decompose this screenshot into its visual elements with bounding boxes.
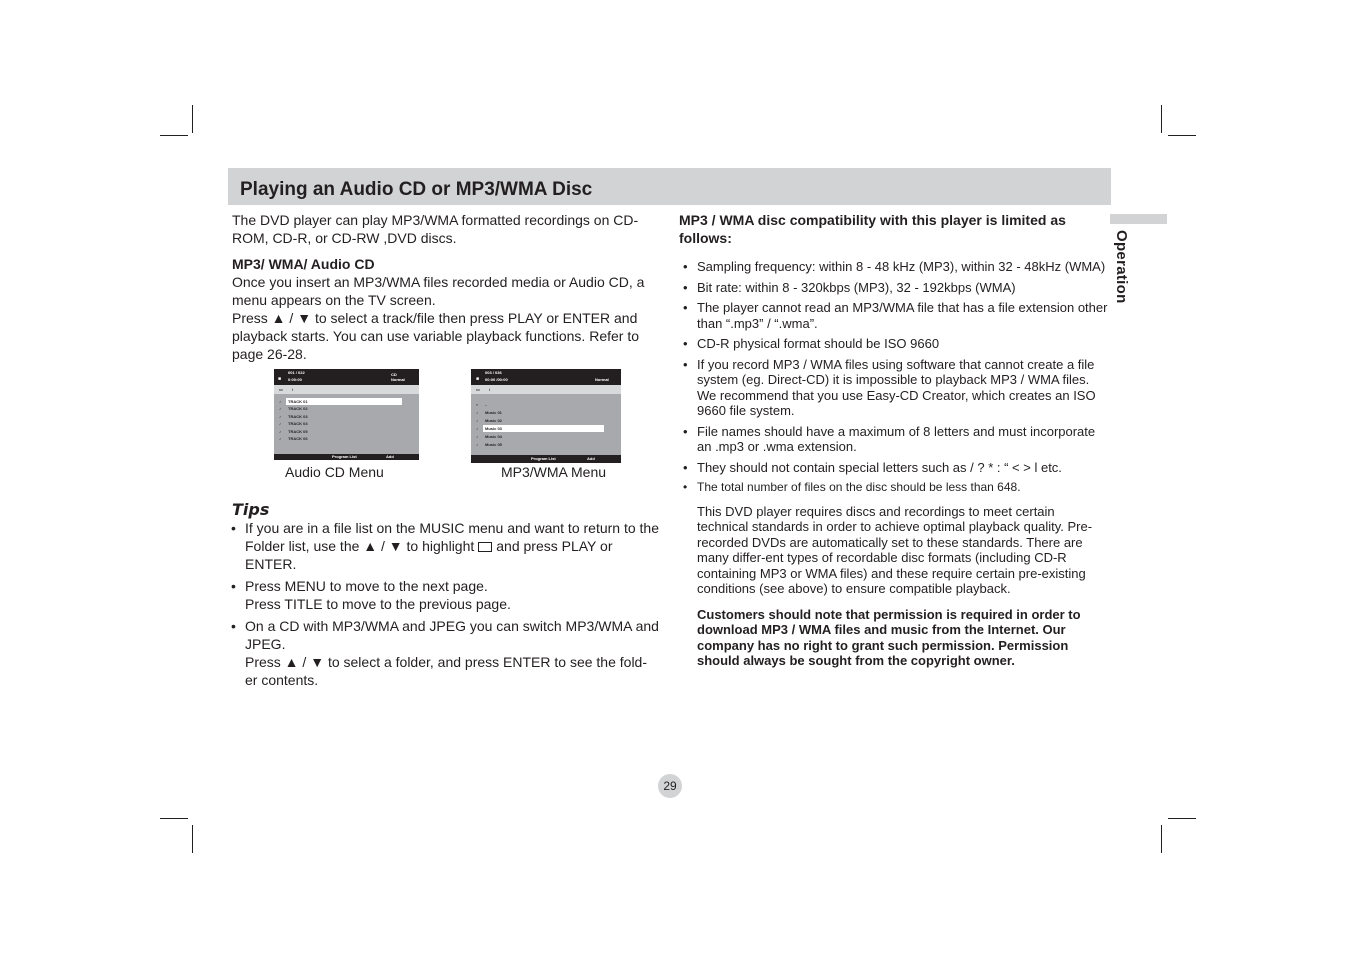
parent-folder-item[interactable]: .. bbox=[485, 402, 488, 407]
tip-item bbox=[231, 577, 659, 613]
compatibility-item: • CD-R physical format should be ISO 9660 bbox=[679, 336, 1109, 352]
time-readout: 0:00:00 bbox=[288, 377, 302, 382]
play-mode: Normal bbox=[391, 377, 405, 382]
compatibility-heading: MP3 / WMA disc compatibility with this player is limited as follows: bbox=[679, 212, 1066, 246]
page-number: 29 bbox=[658, 774, 682, 798]
track-item[interactable]: TRACK 06 bbox=[288, 436, 308, 441]
note-icon: ♪ bbox=[279, 429, 281, 434]
screen-header bbox=[471, 369, 621, 385]
compatibility-item: • If you record MP3 / WMA files using software that cannot create a file system (eg. Direct-CD) it is impossible to playback MP3 / WMA files. We recommend that you use Easy-CD Creator, which creates an ISO 9660 file system. bbox=[679, 357, 1109, 419]
compatibility-item: • Bit rate: within 8 - 320kbps (MP3), 32 - 192kbps (WMA) bbox=[679, 280, 1109, 296]
crop-mark bbox=[192, 105, 193, 133]
path-text: \ bbox=[292, 387, 294, 392]
compatibility-item: • File names should have a maximum of 8 letters and must incorporate an .mp3 or .wma extension. bbox=[679, 424, 1109, 455]
note-icon: ♪ bbox=[476, 418, 478, 423]
crop-mark bbox=[1161, 825, 1162, 853]
track-counter: 001 / 022 bbox=[288, 370, 305, 375]
left-column bbox=[232, 211, 662, 363]
folder-icon bbox=[478, 542, 492, 552]
tip-item bbox=[231, 617, 659, 689]
play-mode: Normal bbox=[595, 377, 609, 382]
paragraph: Once you insert an MP3/WMA files recorded media or Audio CD, a menu appears on the TV screen. bbox=[232, 274, 645, 308]
note-icon: ♪ bbox=[279, 414, 281, 419]
intro-text: The DVD player can play MP3/WMA formatted recordings on CD-ROM, CD-R, or CD-RW ,DVD discs. bbox=[232, 212, 639, 246]
compatibility-item: • They should not contain special letters such as / ? * : “ < > l etc. bbox=[679, 460, 1109, 476]
screen-footer bbox=[274, 454, 419, 460]
tip-text: Press TITLE to move to the previous page. bbox=[245, 596, 511, 612]
audio-cd-caption: Audio CD Menu bbox=[285, 464, 384, 480]
compatibility-item: • Sampling frequency: within 8 - 48 kHz (MP3), within 32 - 48kHz (WMA) bbox=[679, 259, 1109, 275]
tips-list bbox=[231, 519, 659, 693]
page-title: Playing an Audio CD or MP3/WMA Disc bbox=[240, 179, 593, 200]
track-item[interactable]: Music 01 bbox=[485, 410, 502, 415]
subheading: MP3/ WMA/ Audio CD bbox=[232, 256, 375, 272]
stop-icon: ■ bbox=[476, 376, 480, 382]
path-row bbox=[274, 385, 419, 394]
path-text: \ bbox=[489, 387, 491, 392]
right-column bbox=[679, 211, 1109, 669]
compatibility-item: • The player cannot read an MP3/WMA file that has a file extension other than “.mp3” / “.wma”. bbox=[679, 300, 1109, 331]
crop-mark bbox=[1161, 105, 1162, 133]
paragraph: Press ▲ / ▼ to select a track/file then press PLAY or ENTER and playback starts. You can use variable playback functions. Refer to page 26-28. bbox=[232, 310, 640, 362]
track-item[interactable]: TRACK 02 bbox=[288, 406, 308, 411]
note-icon: ♪ bbox=[279, 421, 281, 426]
note-icon: ♪ bbox=[279, 436, 281, 441]
track-counter: 003 / 036 bbox=[485, 370, 502, 375]
screen-footer bbox=[471, 455, 621, 463]
crop-mark bbox=[160, 135, 188, 136]
section-tab: Operation bbox=[1113, 230, 1130, 304]
tip-text: and press PLAY or ENTER. bbox=[245, 538, 613, 572]
time-readout: 00:00 /00:00 bbox=[485, 377, 508, 382]
up-folder-icon: ◐ bbox=[476, 402, 479, 407]
note-icon: ♪ bbox=[476, 426, 478, 431]
track-item[interactable]: Music 04 bbox=[485, 434, 502, 439]
track-item[interactable]: TRACK 03 bbox=[288, 414, 308, 419]
note-icon: ♪ bbox=[476, 442, 478, 447]
tip-item bbox=[231, 519, 659, 573]
note-icon: ♪ bbox=[279, 399, 281, 404]
crop-mark bbox=[1168, 818, 1196, 819]
audio-cd-menu-screen bbox=[274, 369, 419, 460]
screen-header bbox=[274, 369, 419, 385]
mp3-wma-menu-screen bbox=[471, 369, 621, 463]
folder-icon: ▭ bbox=[476, 387, 480, 392]
track-item[interactable]: TRACK 01 bbox=[288, 399, 308, 404]
mode-label: CD bbox=[391, 372, 397, 377]
add-label: Add bbox=[587, 456, 595, 461]
tip-text: Press ▲ / ▼ to select a folder, and press ENTER to see the fold-er contents. bbox=[245, 654, 648, 688]
track-item[interactable]: TRACK 04 bbox=[288, 421, 308, 426]
track-item[interactable]: Music 03 bbox=[485, 426, 502, 431]
tip-text: If you are in a file list on the MUSIC menu and want to return to the Folder list, use the ▲ / ▼ to highlight bbox=[245, 520, 659, 554]
compatibility-list bbox=[679, 259, 1109, 496]
track-item[interactable]: Music 05 bbox=[485, 442, 502, 447]
add-label: Add bbox=[386, 454, 394, 459]
tip-text: Press MENU to move to the next page. bbox=[245, 578, 488, 594]
track-item[interactable]: Music 02 bbox=[485, 418, 502, 423]
title-bar bbox=[228, 168, 1111, 205]
tips-heading: Tips bbox=[232, 500, 270, 519]
folder-icon: ▭ bbox=[279, 387, 283, 392]
compatibility-item: • The total number of files on the disc should be less than 648. bbox=[679, 480, 1109, 496]
mp3-wma-caption: MP3/WMA Menu bbox=[501, 464, 607, 480]
crop-mark bbox=[160, 818, 188, 819]
side-tab-bar bbox=[1110, 214, 1167, 224]
copyright-notice: Customers should note that permission is required in order to download MP3 / WMA files and music from the Internet. Our company has no right to grant such permission. Permission should always be sought from the copyright owner. bbox=[697, 606, 1081, 668]
note-icon: ♪ bbox=[279, 406, 281, 411]
body-text: This DVD player requires discs and recordings to meet certain technical standards in order to achieve optimal playback quality. Pre-recorded DVDs are automatically set to these standards. There are many differ-ent types of recordable disc formats (including CD-R containing MP3 or WMA files) and these require certain pre-existing conditions (see above) to ensure compatible playback. bbox=[697, 503, 1093, 596]
note-icon: ♪ bbox=[476, 410, 478, 415]
track-item[interactable]: TRACK 05 bbox=[288, 429, 308, 434]
crop-mark bbox=[192, 825, 193, 853]
crop-mark bbox=[1168, 135, 1196, 136]
path-row bbox=[471, 385, 621, 394]
tip-text: On a CD with MP3/WMA and JPEG you can switch MP3/WMA and JPEG. bbox=[245, 618, 659, 652]
program-list-label: Program List bbox=[531, 456, 556, 461]
program-list-label: Program List bbox=[332, 454, 357, 459]
stop-icon: ■ bbox=[278, 376, 282, 382]
note-icon: ♪ bbox=[476, 434, 478, 439]
